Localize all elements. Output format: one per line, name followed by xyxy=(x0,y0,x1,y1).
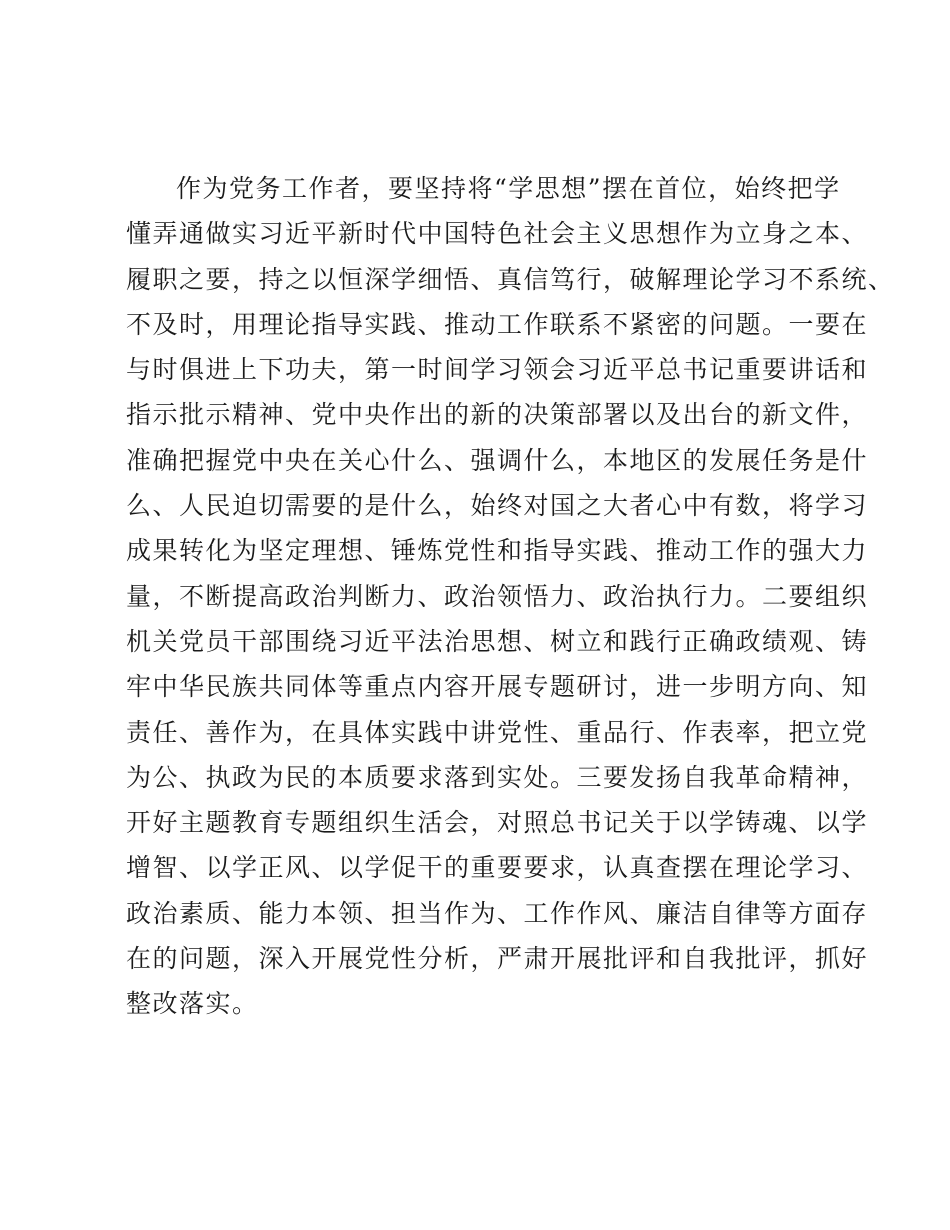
body-paragraph xyxy=(126,166,895,1027)
paragraph-line-3: 履职之要，持之以恒深学细悟、真信笃行，破解理论学习不系统、 xyxy=(126,264,895,294)
paragraph-line-18: 在的问题，深入开展党性分析，严肃开展批评和自我批评，抓好 xyxy=(126,944,869,974)
paragraph-line-5: 与时俱进上下功夫，第一时间学习领会习近平总书记重要讲话和 xyxy=(126,355,869,385)
paragraph-line-16: 增智、以学正风、以学促干的重要要求，认真查摆在理论学习、 xyxy=(126,853,869,883)
paragraph-line-2: 懂弄通做实习近平新时代中国特色社会主义思想作为立身之本、 xyxy=(126,219,869,249)
paragraph-line-11: 机关党员干部围绕习近平法治思想、树立和践行正确政绩观、铸 xyxy=(126,626,869,656)
paragraph-line-6: 指示批示精神、党中央作出的新的决策部署以及出台的新文件， xyxy=(126,400,869,430)
paragraph-line-1: 作为党务工作者，要坚持将“学思想”摆在首位，始终把学 xyxy=(176,174,841,203)
paragraph-line-15: 开好主题教育专题组织生活会，对照总书记关于以学铸魂、以学 xyxy=(126,808,869,838)
paragraph-line-19: 整改落实。 xyxy=(126,989,259,1019)
paragraph-line-9: 成果转化为坚定理想、锤炼党性和指导实践、推动工作的强大力 xyxy=(126,536,869,566)
paragraph-line-13: 责任、善作为，在具体实践中讲党性、重品行、作表率，把立党 xyxy=(126,717,869,747)
paragraph-line-14: 为公、执政为民的本质要求落到实处。三要发扬自我革命精神， xyxy=(126,762,869,792)
paragraph-line-7: 准确把握党中央在关心什么、强调什么，本地区的发展任务是什 xyxy=(126,445,869,475)
paragraph-line-10: 量，不断提高政治判断力、政治领悟力、政治执行力。二要组织 xyxy=(126,581,869,611)
paragraph-line-8: 么、人民迫切需要的是什么，始终对国之大者心中有数，将学习 xyxy=(126,491,869,521)
paragraph-line-12: 牢中华民族共同体等重点内容开展专题研讨，进一步明方向、知 xyxy=(126,672,869,702)
paragraph-line-4: 不及时，用理论指导实践、推动工作联系不紧密的问题。一要在 xyxy=(126,309,869,339)
paragraph-line-17: 政治素质、能力本领、担当作为、工作作风、廉洁自律等方面存 xyxy=(126,898,869,928)
